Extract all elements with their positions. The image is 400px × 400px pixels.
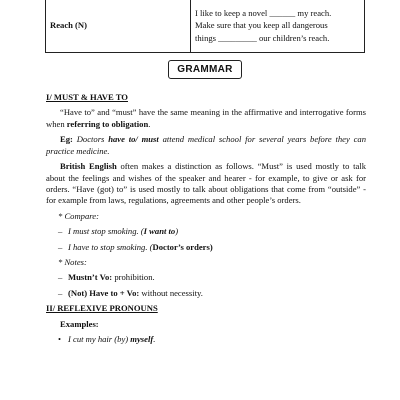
example-line: things _________ our children’s reach. (195, 32, 330, 43)
note-term: Mustn’t Vo: (68, 272, 113, 283)
compare-text: I must stop smoking. ( (68, 226, 144, 237)
compare-end: ) (175, 226, 179, 237)
reflexive-example-1: • I cut my hair (by) myself. (58, 334, 156, 345)
note-item-2: – (Not) Have to + Vo: without necessity. (58, 287, 203, 298)
british-label: British English (60, 161, 117, 172)
vocabulary-table (45, 0, 365, 53)
example-emphasis: myself (130, 334, 154, 345)
example-text: I cut my hair (by) (68, 334, 131, 345)
eg-text: Doctors (72, 134, 109, 145)
intro-end: . (148, 118, 151, 129)
section-title-reflexive-pronouns: II/ REFLEXIVE PRONOUNS (46, 303, 158, 314)
notes-label: * Notes: (58, 257, 87, 268)
compare-item-2: – I have to stop smoking. (Doctor’s orders) (58, 241, 213, 252)
term-cell: Reach (N) (46, 0, 191, 53)
eg-label: Eg: (60, 134, 73, 145)
note-item-1: – Mustn’t Vo: prohibition. (58, 272, 155, 283)
example-line: Make sure that you keep all dangerous (195, 20, 328, 31)
intro-paragraph (46, 107, 366, 130)
compare-emphasis: I want to (143, 226, 176, 237)
eg-emphasis: have to/ must (108, 134, 159, 145)
compare-end: ) (209, 241, 213, 252)
eg-text-end: attend medical school for several years before they can practice medicine. (46, 134, 366, 156)
note-text: prohibition. (112, 272, 155, 283)
example-end: . (153, 334, 156, 345)
note-text: without necessity. (139, 287, 203, 298)
british-english-paragraph (46, 161, 366, 207)
grammar-content (46, 92, 366, 350)
compare-emphasis: Doctor’s orders (152, 241, 210, 252)
compare-item-1: – I must stop smoking. (I want to) (58, 226, 179, 237)
compare-text: I have to stop smoking. ( (68, 241, 153, 252)
example-cell (191, 0, 365, 53)
intro-text: “Have to” and “must” have the same meaning in the affirmative and interrogative forms when (46, 107, 366, 129)
note-term: (Not) Have to + Vo: (68, 287, 140, 298)
examples-label: Examples: (60, 318, 99, 329)
table-row (46, 0, 365, 53)
example-line: I like to keep a novel ______ my reach. (195, 7, 332, 18)
compare-label: * Compare: (58, 210, 99, 221)
intro-emphasis: referring to obligation (66, 118, 149, 129)
example-paragraph (46, 134, 366, 157)
grammar-heading: GRAMMAR (168, 60, 242, 79)
british-text: often makes a distinction as follows. “Must” is used mostly to talk about the feelings and wishes of the speaker and hearer - for example, to give or ask for orders. “Have (got) to” is used mostly to talk about obligations that come from “outside” - for example from laws, regulations, agreements and other people’s orders. (46, 161, 366, 206)
section-title-must-have-to: I/ MUST & HAVE TO (46, 92, 128, 102)
